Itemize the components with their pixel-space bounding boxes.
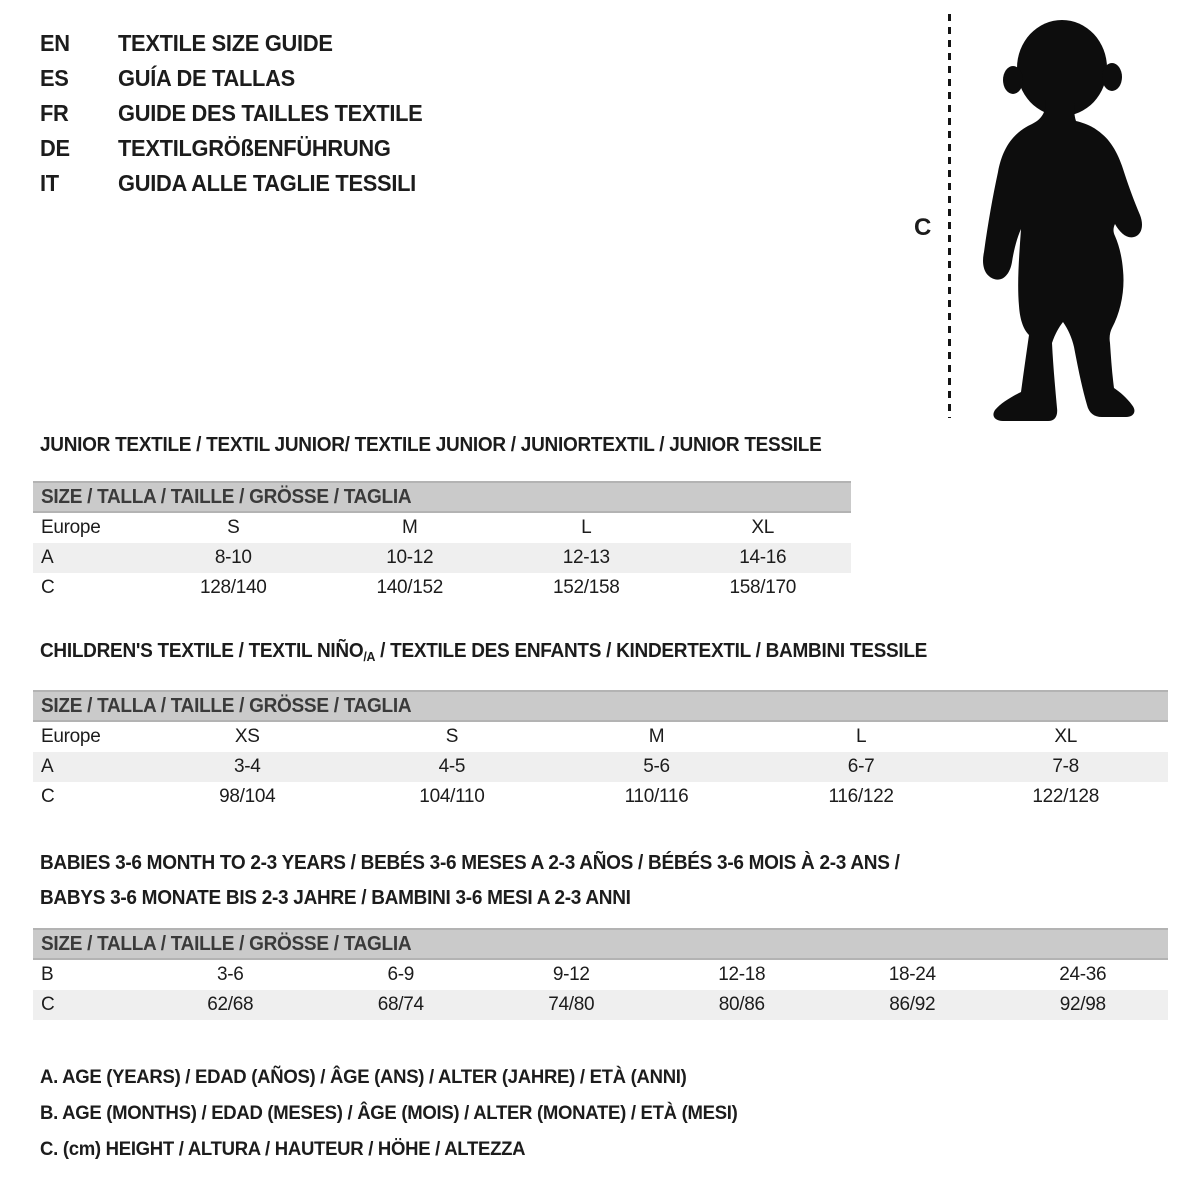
age-cell: 6-7 [847,756,875,777]
junior-height-row [33,573,851,603]
age-cell: 10-12 [386,547,434,568]
language-title: GUIDA ALLE TAGLIE TESSILI [118,170,416,196]
height-cell: 122/128 [1032,786,1099,807]
height-cell: 110/116 [624,786,689,807]
language-code: IT [40,170,59,196]
toddler-silhouette-image [962,12,1166,422]
legend-line-c: C. (cm) HEIGHT / ALTURA / HAUTEUR / HÖHE / ALTEZZA [40,1138,526,1160]
legend-line-b: B. AGE (MONTHS) / EDAD (MESES) / ÂGE (MOIS) / ALTER (MONATE) / ETÀ (MESI) [40,1102,738,1124]
children-age-row [33,752,1168,782]
babies-section-heading [40,846,945,916]
size-cell: L [855,726,867,747]
children-size-row [33,722,1168,752]
junior-age-row [33,543,851,573]
age-cell: 3-4 [234,756,261,777]
children-size-table [33,690,1168,812]
height-cell: 68/74 [377,994,424,1015]
age-cell: 18-24 [888,964,936,985]
age-cell: 14-16 [739,547,787,568]
age-cell: 3-6 [216,964,244,985]
children-section-heading [40,640,974,663]
age-cell: 12-18 [718,964,766,985]
language-code: ES [40,65,69,91]
height-cell: 62/68 [207,994,254,1015]
age-cell: 6-9 [387,964,415,985]
children-height-row [33,782,1168,812]
height-dashed-line [948,14,951,418]
height-cell: 74/80 [548,994,595,1015]
babies-heading-line2: BABYS 3-6 MONATE BIS 2-3 JAHRE / BAMBINI 3-6 MESI A 2-3 ANNI [40,887,631,909]
age-cell: 24-36 [1059,964,1107,985]
babies-height-row [33,990,1168,1020]
height-cell: 128/140 [199,577,267,598]
height-cell: 86/92 [889,994,936,1015]
language-title: TEXTILGRÖßENFÜHRUNG [118,135,391,161]
size-cell: M [401,517,418,538]
children-heading-subscript: /A [363,649,376,664]
size-cell: M [648,726,665,747]
row-label: B [41,964,54,985]
babies-size-table [33,928,1168,1020]
junior-size-table [33,481,851,603]
row-label: Europe [41,726,101,747]
children-heading-text: CHILDREN'S TEXTILE / TEXTIL $NIÑO_{/A}$ / TEXTILE DES ENFANTS / KINDERTEXTIL / BAMBINI TESSILE [40,640,928,664]
height-cell: 116/122 [828,786,894,807]
size-cell: XL [1054,726,1077,747]
measurement-legend [40,1066,774,1174]
size-header-bar [33,928,1168,960]
size-cell: L [581,517,592,538]
size-header-label: SIZE / TALLA / TAILLE / GRÖSSE / TAGLIA [41,932,412,955]
size-header-bar [33,481,851,513]
row-label: C [41,786,55,807]
age-cell: 5-6 [643,756,670,777]
age-cell: 8-10 [214,547,252,568]
babies-age-months-row [33,960,1168,990]
size-header-label: SIZE / TALLA / TAILLE / GRÖSSE / TAGLIA [41,485,412,508]
height-measure-label: C [914,214,932,241]
language-row [40,131,439,166]
height-cell: 140/152 [376,577,444,598]
row-label: C [41,577,55,598]
junior-section-heading [40,434,863,457]
height-cell: 98/104 [219,786,276,807]
junior-size-row [33,513,851,543]
row-label: A [41,547,54,568]
height-cell: 104/110 [419,786,485,807]
size-header-label: SIZE / TALLA / TAILLE / GRÖSSE / TAGLIA [41,694,412,717]
legend-line-a: A. AGE (YEARS) / EDAD (AÑOS) / ÂGE (ANS) / ALTER (JAHRE) / ETÀ (ANNI) [40,1066,687,1088]
age-cell: 4-5 [438,756,466,777]
size-cell: XL [751,517,775,538]
language-title-list [40,26,439,201]
age-cell: 9-12 [552,964,590,985]
height-cell: 152/158 [552,577,620,598]
height-cell: 80/86 [718,994,765,1015]
size-cell: S [445,726,459,747]
size-cell: XS [234,726,260,747]
row-label: C [41,994,55,1015]
height-cell: 92/98 [1059,994,1106,1015]
size-cell: S [227,517,240,538]
language-row [40,61,439,96]
language-code: EN [40,30,70,56]
language-title: GUÍA DE TALLAS [118,65,295,91]
row-label: A [41,756,54,777]
row-label: Europe [41,517,101,538]
language-title: TEXTILE SIZE GUIDE [118,30,333,56]
height-cell: 158/170 [729,577,797,598]
age-cell: 7-8 [1052,756,1079,777]
language-code: DE [40,135,70,161]
age-cell: 12-13 [562,547,610,568]
language-row [40,96,439,131]
language-code: FR [40,100,69,126]
language-title: GUIDE DES TAILLES TEXTILE [118,100,423,126]
language-row [40,26,439,61]
language-row [40,166,439,201]
junior-heading-text: JUNIOR TEXTILE / TEXTIL JUNIOR/ TEXTILE JUNIOR / JUNIORTEXTIL / JUNIOR TESSILE [40,434,822,456]
size-header-bar [33,690,1168,722]
babies-heading-line1: BABIES 3-6 MONTH TO 2-3 YEARS / BEBÉS 3-6 MESES A 2-3 AÑOS / BÉBÉS 3-6 MOIS À 2-3 ANS / [40,852,900,874]
